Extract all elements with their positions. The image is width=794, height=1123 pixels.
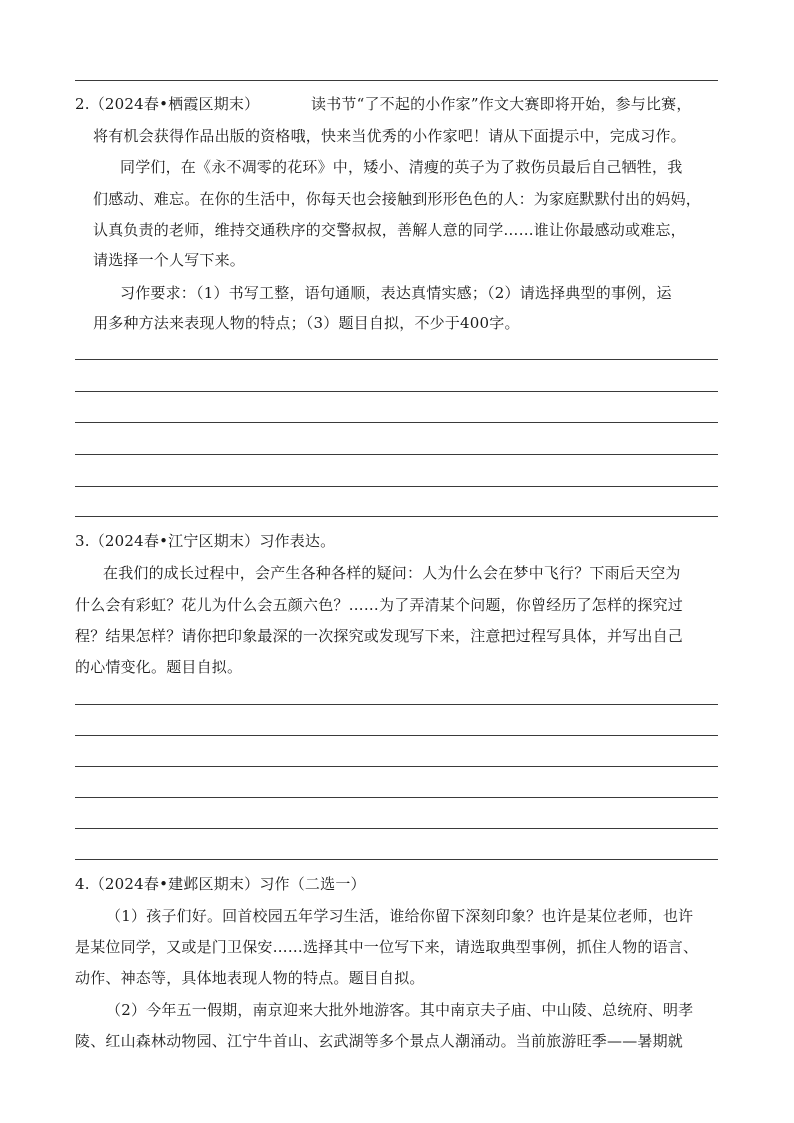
top-separator-line	[75, 80, 718, 81]
writing-line	[75, 735, 718, 736]
q2-line: 将有机会获得作品出版的资格哦，快来当优秀的小作家吧！请从下面提示中，完成习作。	[93, 127, 686, 145]
q3-line: 的心情变化。题目自拟。	[75, 658, 243, 676]
q4-option1-line: 是某位同学，又或是门卫保安……选择其中一位写下来，请选取典型事例，抓住人物的语言、	[75, 938, 699, 956]
writing-line	[75, 797, 718, 798]
writing-line	[75, 359, 718, 360]
writing-line	[75, 704, 718, 705]
q4-heading: 4.（2024春•建邺区期末）习作（二选一）	[75, 875, 366, 893]
writing-line	[75, 859, 718, 860]
q2-line: 同学们，在《永不凋零的花环》中，矮小、清瘦的英子为了救伤员最后自己牺牲，我	[120, 158, 683, 176]
q2-heading: 2.（2024春•栖霞区期末）	[75, 95, 260, 113]
writing-line	[75, 422, 718, 423]
writing-line	[75, 391, 718, 392]
q2-line: 认真负责的老师，维持交通秩序的交警叔叔，善解人意的同学……谁让你最感动或难忘，	[93, 221, 686, 239]
q2-line: 们感动、难忘。在你的生活中，你每天也会接触到形形色色的人：为家庭默默付出的妈妈，	[93, 190, 702, 208]
q3-heading: 3.（2024春•江宁区期末）习作表达。	[75, 532, 336, 550]
writing-line	[75, 766, 718, 767]
writing-line	[75, 454, 718, 455]
q2-heading-text: 读书节“了不起的小作家”作文大赛即将开始，参与比赛，	[311, 95, 692, 113]
q4-option2-line: 陵、红山森林动物园、江宁牛首山、玄武湖等多个景点人潮涌动。当前旅游旺季——暑期就	[75, 1032, 684, 1050]
q2-line: 请选择一个人写下来。	[93, 251, 246, 269]
q4-option1-line: 动作、神态等，具体地表现人物的特点。题目自拟。	[75, 969, 425, 987]
q2-requirements-line: 用多种方法来表现人物的特点；（3）题目自拟，不少于400字。	[93, 314, 520, 332]
writing-line	[75, 516, 718, 517]
q2-requirements-line: 习作要求：（1）书写工整，语句通顺，表达真情实感；（2）请选择典型的事例，运	[120, 284, 672, 302]
writing-line	[75, 486, 718, 487]
q3-line: 程？结果怎样？请你把印象最深的一次探究或发现写下来，注意把过程写具体，并写出自己	[75, 627, 684, 645]
q4-option1-line: （1）孩子们好。回首校园五年学习生活，谁给你留下深刻印象？也许是某位老师，也许	[106, 907, 694, 925]
q3-line: 在我们的成长过程中，会产生各种各样的疑问：人为什么会在梦中飞行？下雨后天空为	[103, 564, 681, 582]
writing-line	[75, 828, 718, 829]
q4-option2-line: （2）今年五一假期，南京迎来大批外地游客。其中南京夫子庙、中山陵、总统府、明孝	[106, 1001, 694, 1019]
q3-line: 什么会有彩虹？花儿为什么会五颜六色？……为了弄清某个问题，你曾经历了怎样的探究过	[75, 596, 684, 614]
